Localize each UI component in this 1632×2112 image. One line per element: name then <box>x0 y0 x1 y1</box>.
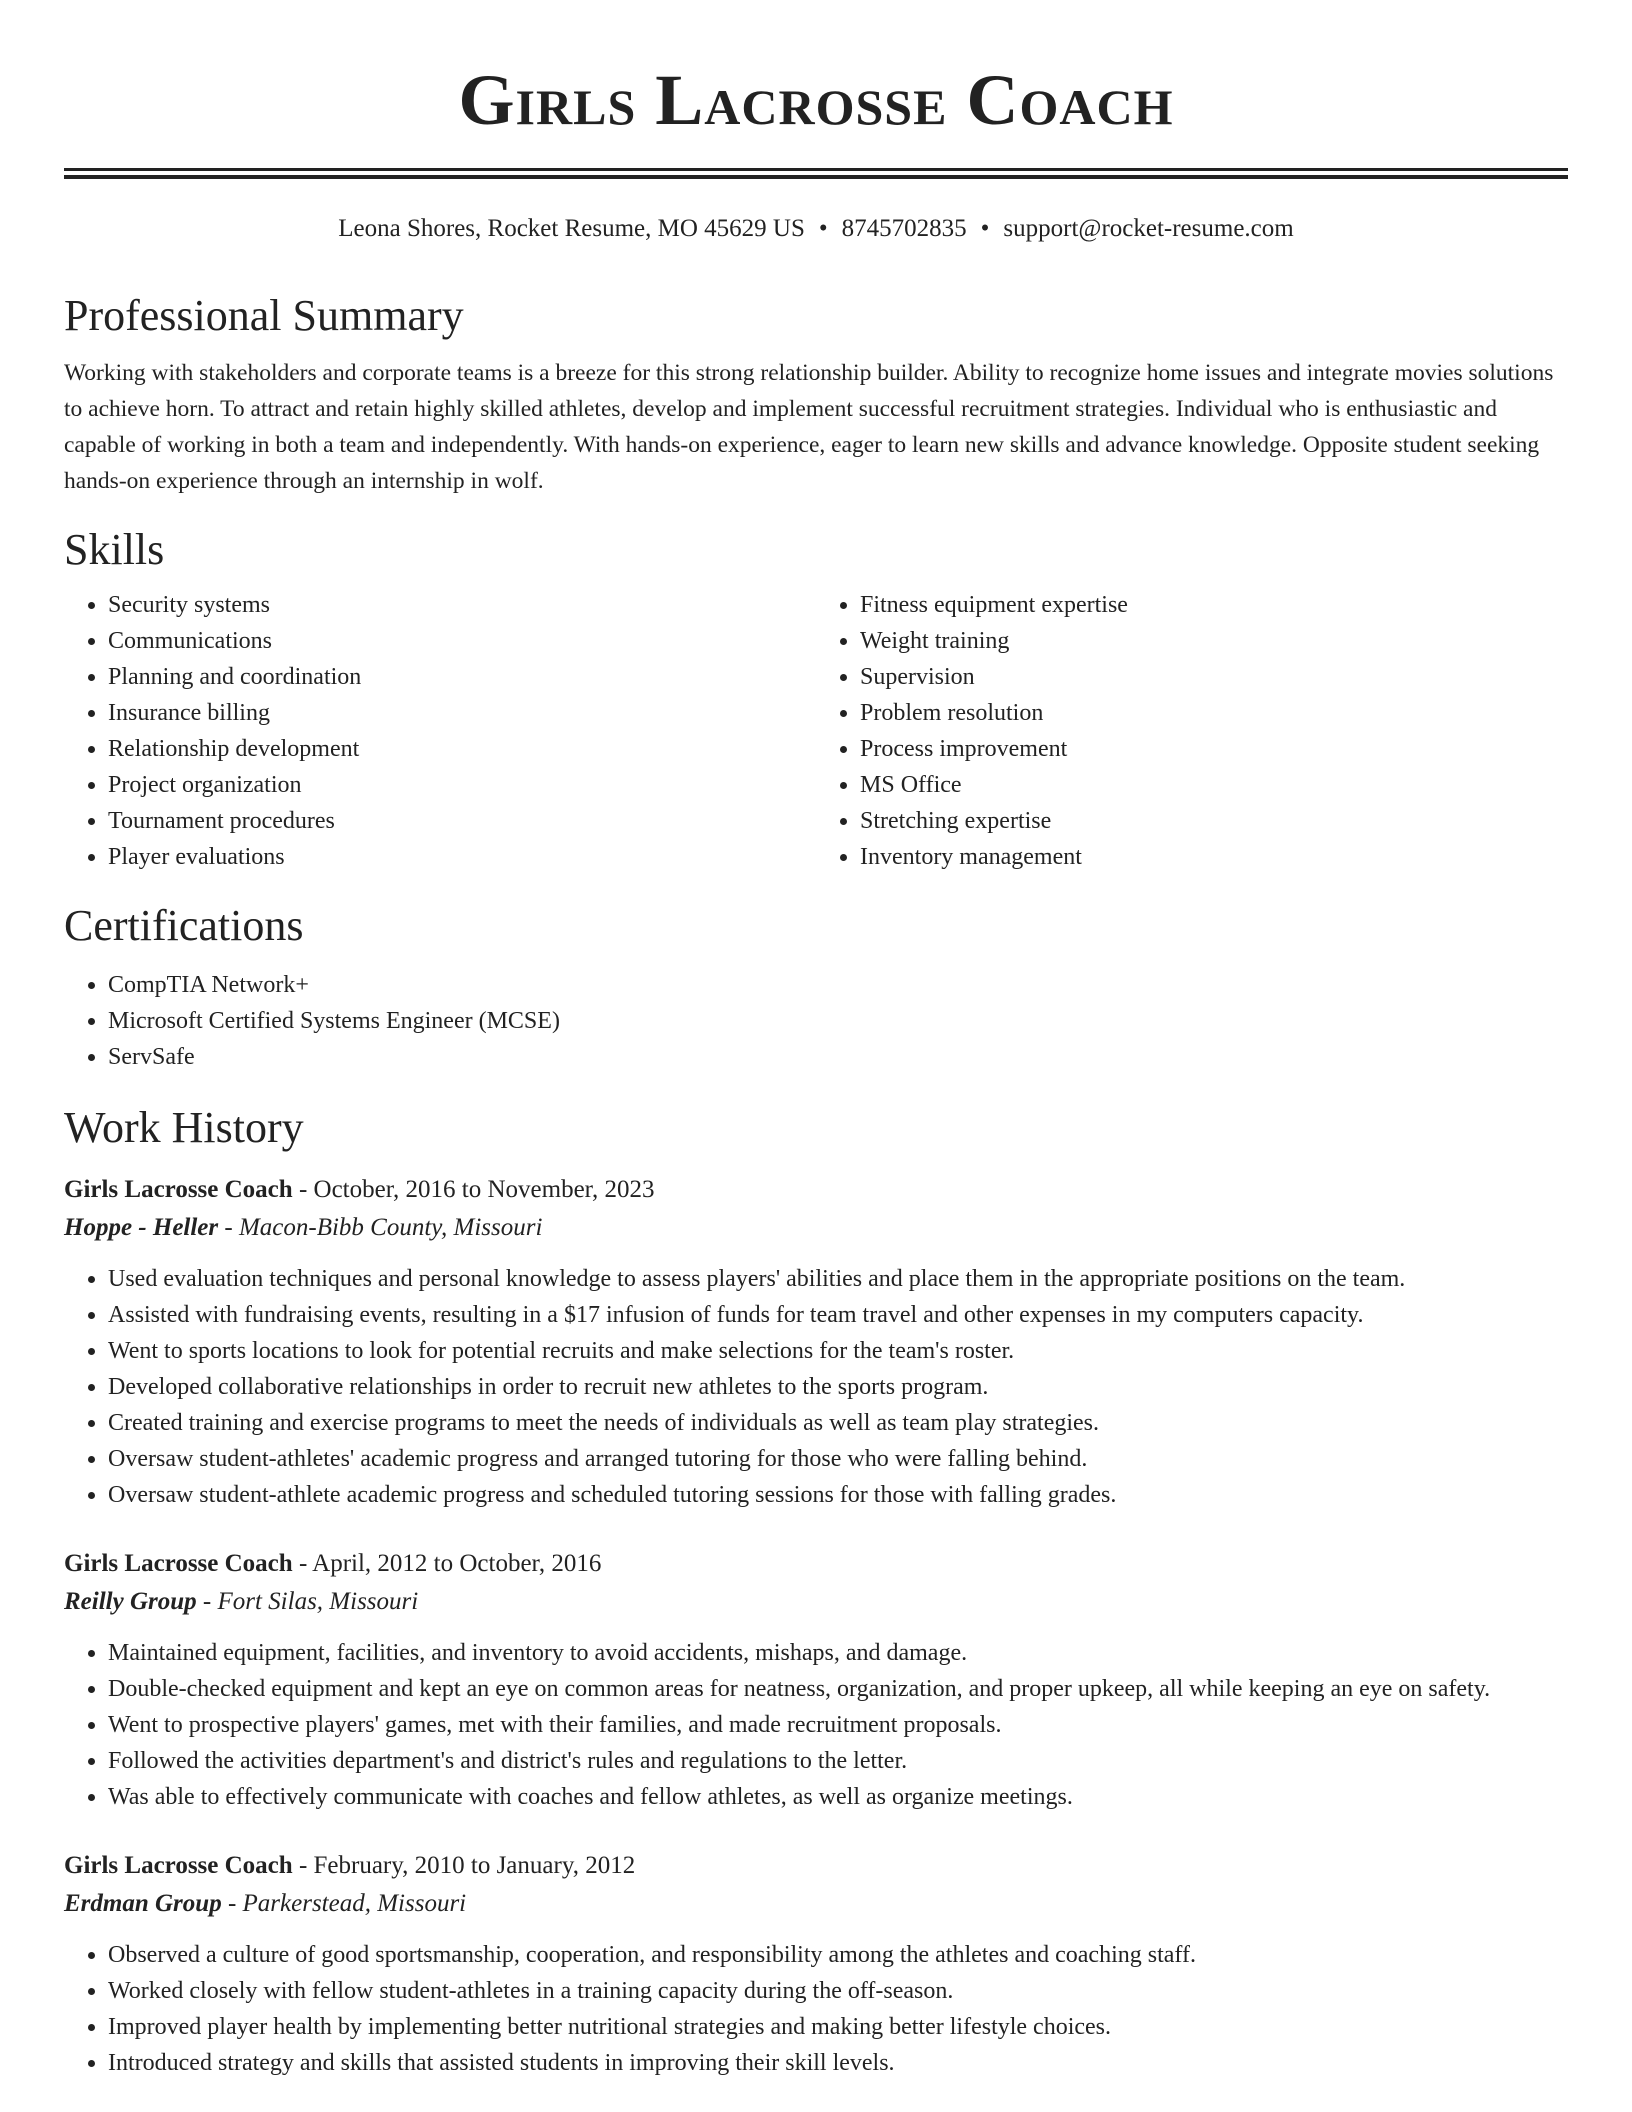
skill-item: • Inventory management <box>860 839 1568 875</box>
job-bullet: • Worked closely with fellow student-athletes in a training capacity during the off-season. <box>108 1973 1568 2009</box>
job-title: Girls Lacrosse Coach <box>64 1852 293 1879</box>
company-name: Hoppe - Heller <box>64 1214 219 1241</box>
skill-item: • Supervision <box>860 659 1568 695</box>
job-bullet: • Followed the activities department's and district's rules and regulations to the letter. <box>108 1743 1568 1779</box>
certifications-list <box>64 967 1568 1075</box>
certification-item: • CompTIA Network+ <box>108 967 1568 1003</box>
skills-heading: Skills <box>64 525 165 574</box>
certifications-heading: Certifications <box>64 901 304 950</box>
job-bullet: • Was able to effectively communicate with coaches and fellow athletes, as well as organize meetings. <box>108 1779 1568 1815</box>
skill-item: • Planning and coordination <box>108 659 816 695</box>
contact-separator: • <box>818 215 828 242</box>
job-title: Girls Lacrosse Coach <box>64 1550 293 1577</box>
skill-item: • Communications <box>108 623 816 659</box>
job-entry <box>64 1545 1568 1815</box>
job-bullet: • Improved player health by implementing better nutritional strategies and making better lifestyle choices. <box>108 2009 1568 2045</box>
company-line <box>64 1209 1568 1247</box>
summary-heading: Professional Summary <box>64 291 464 340</box>
job-bullet: • Went to sports locations to look for potential recruits and make selections for the team's roster. <box>108 1333 1568 1369</box>
job-title: Girls Lacrosse Coach <box>64 1176 293 1203</box>
summary-text: Working with stakeholders and corporate teams is a breeze for this strong relationship builder. Ability to recognize home issues and integrate movies solutions to achieve horn. To attract and retain highly skilled athletes, develop and implement successful recruitment strategies. Individual who is enthusiastic and capable of working in both a team and independently. With hands-on experience, eager to learn new skills and advance knowledge. Opposite student seeking hands-on experience through an internship in wolf. <box>64 360 1554 494</box>
contact-email: support@rocket-resume.com <box>1003 215 1294 242</box>
job-bullet: • Went to prospective players' games, met with their families, and made recruitment proposals. <box>108 1707 1568 1743</box>
skill-item: • Tournament procedures <box>108 803 816 839</box>
job-bullets <box>64 1261 1568 1513</box>
job-dates: - February, 2010 to January, 2012 <box>298 1852 636 1879</box>
company-name: Reilly Group <box>64 1588 197 1615</box>
resume-title: Girls Lacrosse Coach <box>458 60 1174 140</box>
job-entry <box>64 1847 1568 2081</box>
skills-columns <box>64 587 1568 875</box>
job-bullet: • Assisted with fundraising events, resulting in a $17 infusion of funds for team travel and other expenses in my computers capacity. <box>108 1297 1568 1333</box>
skill-item: • MS Office <box>860 767 1568 803</box>
skills-list-left <box>64 587 816 875</box>
skills-list-right <box>816 587 1568 875</box>
certification-item: • ServSafe <box>108 1039 1568 1075</box>
job-bullets <box>64 1635 1568 1815</box>
job-bullet: • Developed collaborative relationships in order to recruit new athletes to the sports program. <box>108 1369 1568 1405</box>
company-location: - Parkerstead, Missouri <box>227 1890 467 1917</box>
job-title-line <box>64 1171 1568 1209</box>
job-title-line <box>64 1847 1568 1885</box>
job-bullet: • Maintained equipment, facilities, and inventory to avoid accidents, mishaps, and damage. <box>108 1635 1568 1671</box>
company-line <box>64 1583 1568 1621</box>
job-bullet: • Observed a culture of good sportsmanship, cooperation, and responsibility among the athletes and coaching staff. <box>108 1937 1568 1973</box>
certification-item: • Microsoft Certified Systems Engineer (MCSE) <box>108 1003 1568 1039</box>
skill-item: • Project organization <box>108 767 816 803</box>
job-bullet: • Created training and exercise programs to meet the needs of individuals as well as team play strategies. <box>108 1405 1568 1441</box>
title-divider <box>64 168 1568 179</box>
contact-separator: • <box>980 215 990 242</box>
job-dates: - October, 2016 to November, 2023 <box>298 1176 655 1203</box>
company-location: - Fort Silas, Missouri <box>202 1588 419 1615</box>
job-title-line <box>64 1545 1568 1583</box>
job-entry <box>64 1171 1568 1513</box>
job-bullet: • Introduced strategy and skills that assisted students in improving their skill levels. <box>108 2045 1568 2081</box>
job-dates: - April, 2012 to October, 2016 <box>298 1550 602 1577</box>
skill-item: • Relationship development <box>108 731 816 767</box>
contact-phone: 8745702835 <box>841 215 967 242</box>
skill-item: • Problem resolution <box>860 695 1568 731</box>
work-history-heading: Work History <box>64 1103 304 1152</box>
skill-item: • Player evaluations <box>108 839 816 875</box>
company-name: Erdman Group <box>64 1890 222 1917</box>
skill-item: • Insurance billing <box>108 695 816 731</box>
skill-item: • Security systems <box>108 587 816 623</box>
contact-line <box>64 213 1568 245</box>
company-line <box>64 1885 1568 1923</box>
job-bullet: • Used evaluation techniques and personal knowledge to assess players' abilities and place them in the appropriate positions on the team. <box>108 1261 1568 1297</box>
company-location: - Macon-Bibb County, Missouri <box>224 1214 543 1241</box>
job-bullet: • Double-checked equipment and kept an eye on common areas for neatness, organization, and proper upkeep, all while keeping an eye on safety. <box>108 1671 1568 1707</box>
skill-item: • Weight training <box>860 623 1568 659</box>
skill-item: • Stretching expertise <box>860 803 1568 839</box>
skill-item: • Fitness equipment expertise <box>860 587 1568 623</box>
job-bullets <box>64 1937 1568 2081</box>
contact-address: Leona Shores, Rocket Resume, MO 45629 US <box>338 215 805 242</box>
skill-item: • Process improvement <box>860 731 1568 767</box>
job-bullet: • Oversaw student-athletes' academic progress and arranged tutoring for those who were falling behind. <box>108 1441 1568 1477</box>
job-bullet: • Oversaw student-athlete academic progress and scheduled tutoring sessions for those with falling grades. <box>108 1477 1568 1513</box>
